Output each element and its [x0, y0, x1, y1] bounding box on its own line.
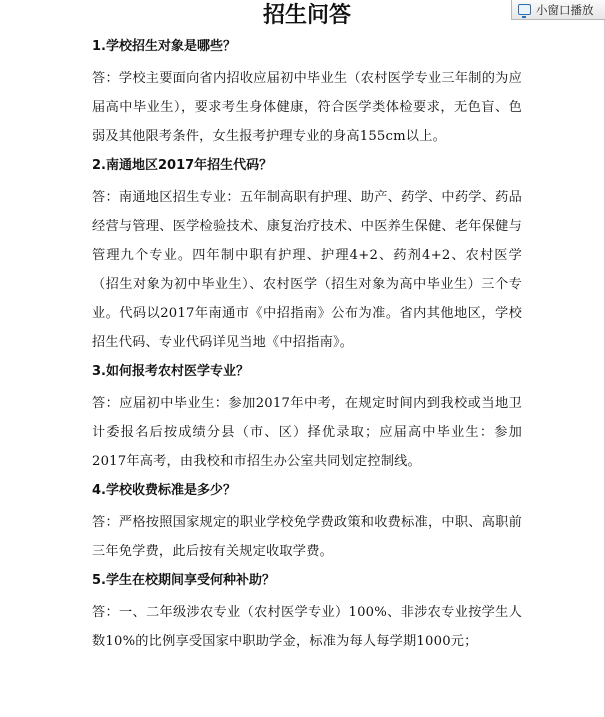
question-3: 3.如何报考农村医学专业？ — [92, 364, 249, 379]
qa-item-5 — [92, 568, 522, 658]
qa-item-1 — [92, 34, 522, 153]
answer-3: 答：应届初中毕业生：参加2017年中考，在规定时间内到我校或当地卫计委报名后按成绩分县（市、区）择优录取；应届高中毕业生：参加2017年高考，由我校和市招生办公室共同划定控制线。 — [92, 396, 522, 469]
question-2: 2.南通地区2017年招生代码？ — [92, 158, 273, 173]
answer-1: 答：学校主要面向省内招收应届初中毕业生（农村医学专业三年制的为应届高中毕业生），要求考生身体健康，符合医学类体检要求，无色盲、色弱及其他限考条件，女生报考护理专业的身高155cm以上。 — [92, 71, 522, 144]
document-body — [92, 0, 522, 658]
mini-window-button[interactable] — [511, 0, 605, 20]
qa-item-2 — [92, 153, 522, 359]
question-4: 4.学校收费标准是多少？ — [92, 483, 236, 498]
document-title: 招生问答 — [262, 3, 351, 28]
mini-window-label: 小窗口播放 — [536, 2, 594, 17]
qa-item-3 — [92, 359, 522, 478]
qa-item-4 — [92, 478, 522, 568]
question-1: 1.学校招生对象是哪些？ — [92, 39, 236, 54]
question-5: 5.学生在校期间享受何种补助？ — [92, 573, 275, 588]
answer-2: 答：南通地区招生专业：五年制高职有护理、助产、药学、中药学、药品经营与管理、医学检验技术、康复治疗技术、中医养生保健、老年保健与管理九个专业。四年制中职有护理、护理4+2、药剂4+2、农村医学（招生对象为初中毕业生）、农村医学（招生对象为高中毕业生）三个专业。代码以2017年南通市《中招指南》公布为准。省内其他地区，学校招生代码、专业代码详见当地《中招指南》。 — [92, 190, 522, 350]
answer-5: 答：一、二年级涉农专业（农村医学专业）100%、非涉农专业按学生人数10%的比例享受国家中职助学金，标准为每人每学期1000元； — [92, 605, 522, 649]
answer-4: 答：严格按照国家规定的职业学校免学费政策和收费标准，中职、高职前三年免学费，此后按有关规定收取学费。 — [92, 515, 522, 559]
